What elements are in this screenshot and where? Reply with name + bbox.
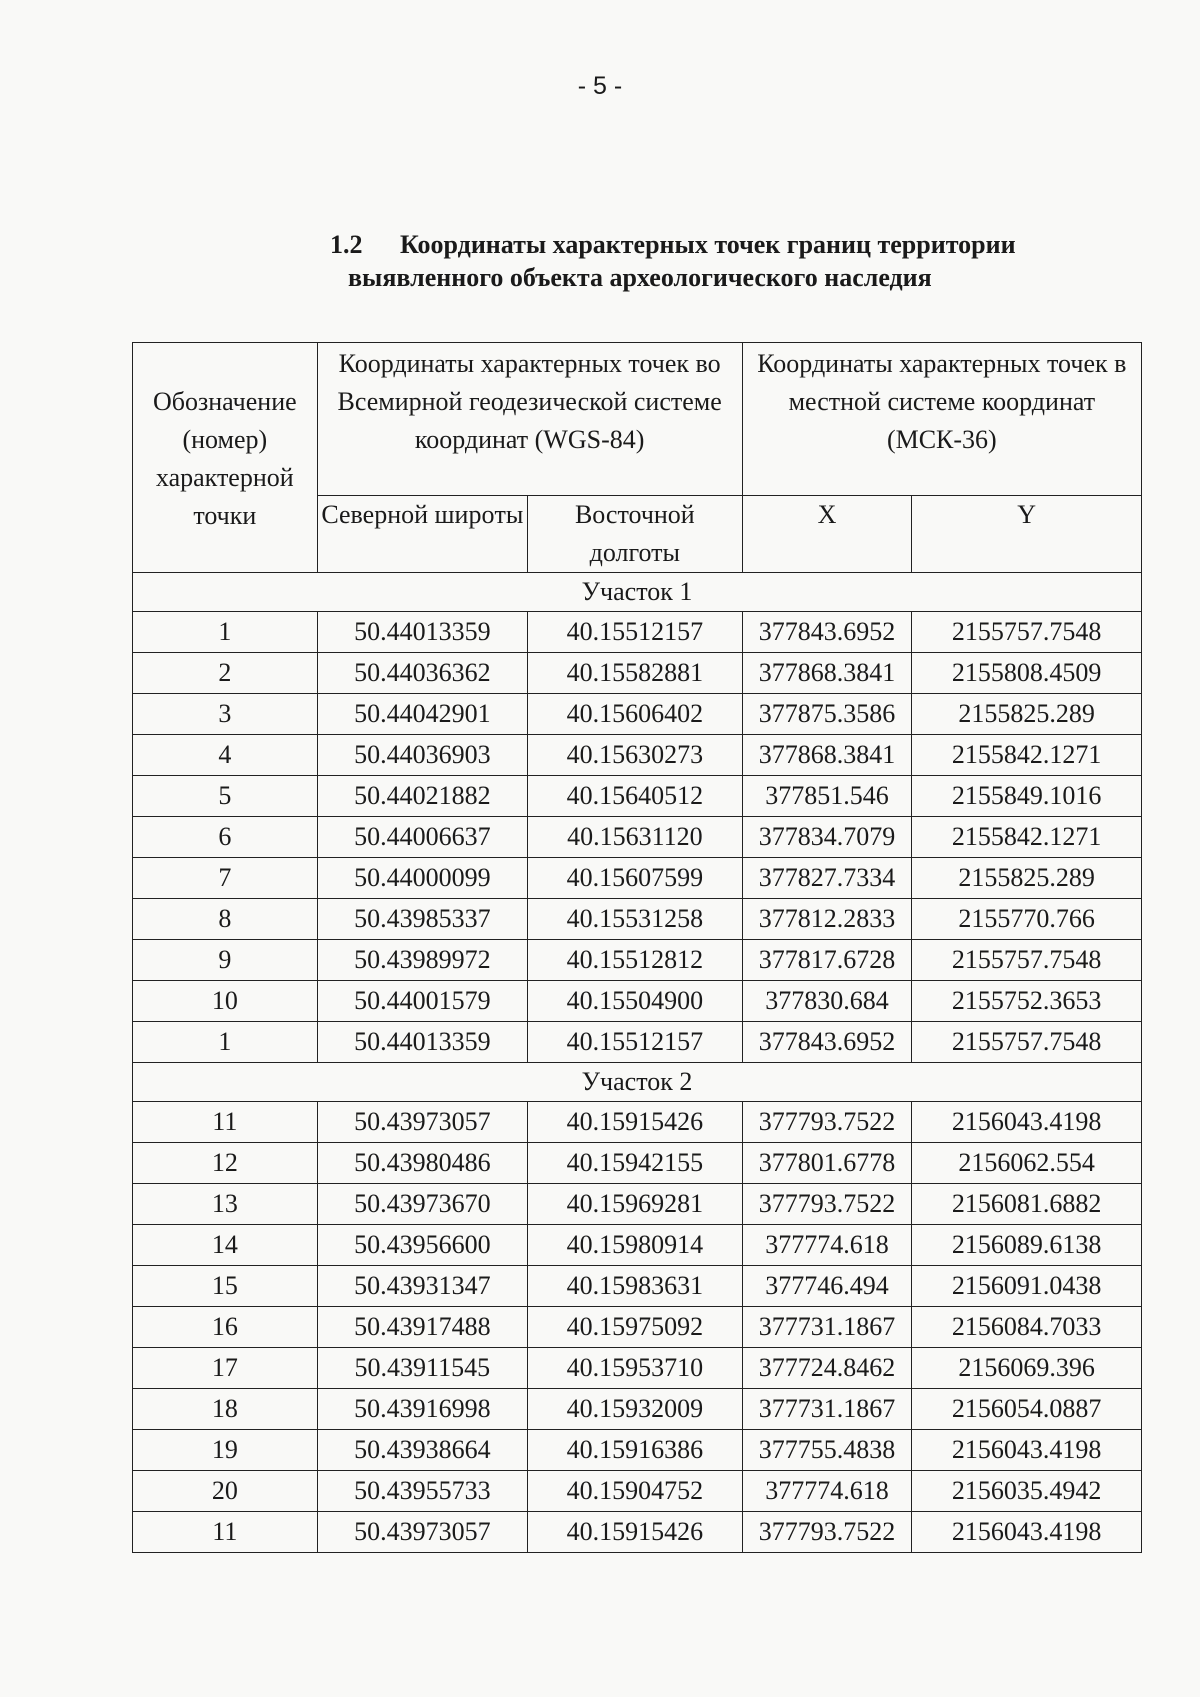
- table-row: [133, 1266, 1142, 1307]
- cell-y: 2156084.7033: [912, 1307, 1142, 1348]
- table-row: [133, 1430, 1142, 1471]
- table-row: [133, 817, 1142, 858]
- cell-y: 2156035.4942: [912, 1471, 1142, 1512]
- coordinates-table: [132, 342, 1142, 1553]
- cell-x: 377843.6952: [742, 1022, 912, 1063]
- cell-x: 377851.546: [742, 776, 912, 817]
- table-row: [133, 1307, 1142, 1348]
- cell-longitude: 40.15953710: [528, 1348, 743, 1389]
- cell-point-id: 11: [133, 1512, 318, 1553]
- cell-latitude: 50.43938664: [317, 1430, 527, 1471]
- cell-y: 2156069.396: [912, 1348, 1142, 1389]
- table-row: [133, 694, 1142, 735]
- section-title-line2: выявленного объекта археологического наследия: [348, 263, 932, 292]
- cell-x: 377793.7522: [742, 1102, 912, 1143]
- cell-point-id: 11: [133, 1102, 318, 1143]
- cell-latitude: 50.43973670: [317, 1184, 527, 1225]
- cell-point-id: 12: [133, 1143, 318, 1184]
- cell-x: 377830.684: [742, 981, 912, 1022]
- cell-x: 377793.7522: [742, 1184, 912, 1225]
- header-wgs84: Координаты характерных точек во Всемирной геодезической системе координат (WGS-84): [317, 343, 742, 496]
- cell-latitude: 50.43973057: [317, 1512, 527, 1553]
- section-heading: [330, 228, 1150, 294]
- table-row: [133, 940, 1142, 981]
- cell-y: 2155752.3653: [912, 981, 1142, 1022]
- cell-x: 377774.618: [742, 1471, 912, 1512]
- cell-point-id: 7: [133, 858, 318, 899]
- table-row: [133, 1389, 1142, 1430]
- cell-y: 2155849.1016: [912, 776, 1142, 817]
- cell-x: 377868.3841: [742, 735, 912, 776]
- cell-y: 2155825.289: [912, 694, 1142, 735]
- cell-latitude: 50.44013359: [317, 1022, 527, 1063]
- table-row: [133, 1348, 1142, 1389]
- cell-point-id: 6: [133, 817, 318, 858]
- table-row: [133, 858, 1142, 899]
- table-row: [133, 612, 1142, 653]
- cell-latitude: 50.43916998: [317, 1389, 527, 1430]
- cell-longitude: 40.15606402: [528, 694, 743, 735]
- table-row: [133, 776, 1142, 817]
- cell-latitude: 50.43931347: [317, 1266, 527, 1307]
- cell-longitude: 40.15640512: [528, 776, 743, 817]
- cell-x: 377868.3841: [742, 653, 912, 694]
- cell-y: 2155757.7548: [912, 612, 1142, 653]
- cell-latitude: 50.43917488: [317, 1307, 527, 1348]
- table-row: [133, 1184, 1142, 1225]
- section-title: Участок 2: [133, 1063, 1142, 1102]
- cell-longitude: 40.15582881: [528, 653, 743, 694]
- cell-longitude: 40.15932009: [528, 1389, 743, 1430]
- cell-y: 2156089.6138: [912, 1225, 1142, 1266]
- cell-point-id: 2: [133, 653, 318, 694]
- cell-longitude: 40.15504900: [528, 981, 743, 1022]
- cell-point-id: 9: [133, 940, 318, 981]
- cell-point-id: 8: [133, 899, 318, 940]
- table-row: [133, 653, 1142, 694]
- cell-latitude: 50.44006637: [317, 817, 527, 858]
- cell-longitude: 40.15512812: [528, 940, 743, 981]
- section-number: 1.2: [330, 230, 363, 259]
- section-title-line1: Координаты характерных точек границ территории: [400, 230, 1016, 259]
- header-latitude: Северной ширoты: [317, 496, 527, 573]
- cell-x: 377827.7334: [742, 858, 912, 899]
- cell-latitude: 50.43985337: [317, 899, 527, 940]
- cell-x: 377746.494: [742, 1266, 912, 1307]
- cell-longitude: 40.15630273: [528, 735, 743, 776]
- cell-point-id: 10: [133, 981, 318, 1022]
- page-number: - 5 -: [577, 72, 623, 100]
- cell-x: 377774.618: [742, 1225, 912, 1266]
- cell-x: 377731.1867: [742, 1389, 912, 1430]
- cell-y: 2156043.4198: [912, 1512, 1142, 1553]
- cell-x: 377801.6778: [742, 1143, 912, 1184]
- cell-longitude: 40.15512157: [528, 612, 743, 653]
- cell-y: 2155808.4509: [912, 653, 1142, 694]
- cell-longitude: 40.15969281: [528, 1184, 743, 1225]
- cell-x: 377812.2833: [742, 899, 912, 940]
- cell-longitude: 40.15512157: [528, 1022, 743, 1063]
- cell-point-id: 15: [133, 1266, 318, 1307]
- table-row: [133, 1143, 1142, 1184]
- cell-longitude: 40.15915426: [528, 1512, 743, 1553]
- cell-y: 2156043.4198: [912, 1102, 1142, 1143]
- cell-latitude: 50.44001579: [317, 981, 527, 1022]
- cell-latitude: 50.43973057: [317, 1102, 527, 1143]
- cell-latitude: 50.43980486: [317, 1143, 527, 1184]
- header-row-main: [133, 343, 1142, 496]
- cell-point-id: 17: [133, 1348, 318, 1389]
- cell-point-id: 1: [133, 1022, 318, 1063]
- section-row: [133, 573, 1142, 612]
- cell-y: 2155842.1271: [912, 817, 1142, 858]
- cell-latitude: 50.44036362: [317, 653, 527, 694]
- cell-point-id: 16: [133, 1307, 318, 1348]
- cell-y: 2155757.7548: [912, 940, 1142, 981]
- cell-longitude: 40.15916386: [528, 1430, 743, 1471]
- cell-latitude: 50.44021882: [317, 776, 527, 817]
- cell-x: 377793.7522: [742, 1512, 912, 1553]
- header-y: Y: [912, 496, 1142, 573]
- cell-y: 2156054.0887: [912, 1389, 1142, 1430]
- cell-x: 377875.3586: [742, 694, 912, 735]
- cell-x: 377755.4838: [742, 1430, 912, 1471]
- cell-point-id: 5: [133, 776, 318, 817]
- section-title: Участок 1: [133, 573, 1142, 612]
- section-row: [133, 1063, 1142, 1102]
- cell-x: 377817.6728: [742, 940, 912, 981]
- cell-longitude: 40.15942155: [528, 1143, 743, 1184]
- header-msk36: Координаты характерных точек в местной системе координат (МСК-36): [742, 343, 1141, 496]
- cell-point-id: 1: [133, 612, 318, 653]
- cell-longitude: 40.15975092: [528, 1307, 743, 1348]
- cell-longitude: 40.15915426: [528, 1102, 743, 1143]
- cell-longitude: 40.15904752: [528, 1471, 743, 1512]
- cell-longitude: 40.15531258: [528, 899, 743, 940]
- cell-latitude: 50.44042901: [317, 694, 527, 735]
- table-row: [133, 1512, 1142, 1553]
- cell-longitude: 40.15607599: [528, 858, 743, 899]
- cell-point-id: 20: [133, 1471, 318, 1512]
- table-row: [133, 1102, 1142, 1143]
- cell-point-id: 18: [133, 1389, 318, 1430]
- cell-y: 2156081.6882: [912, 1184, 1142, 1225]
- cell-latitude: 50.43911545: [317, 1348, 527, 1389]
- cell-point-id: 14: [133, 1225, 318, 1266]
- table-row: [133, 981, 1142, 1022]
- cell-y: 2155757.7548: [912, 1022, 1142, 1063]
- cell-y: 2155825.289: [912, 858, 1142, 899]
- table-row: [133, 1022, 1142, 1063]
- cell-y: 2156091.0438: [912, 1266, 1142, 1307]
- cell-point-id: 4: [133, 735, 318, 776]
- cell-point-id: 19: [133, 1430, 318, 1471]
- table-row: [133, 899, 1142, 940]
- cell-y: 2156043.4198: [912, 1430, 1142, 1471]
- cell-latitude: 50.43989972: [317, 940, 527, 981]
- cell-y: 2155770.766: [912, 899, 1142, 940]
- cell-point-id: 13: [133, 1184, 318, 1225]
- table-row: [133, 1471, 1142, 1512]
- header-longitude: Восточной долготы: [528, 496, 743, 573]
- cell-latitude: 50.44013359: [317, 612, 527, 653]
- cell-longitude: 40.15980914: [528, 1225, 743, 1266]
- cell-longitude: 40.15631120: [528, 817, 743, 858]
- header-point-id: Обозначение (номер) характерной точки: [133, 343, 318, 573]
- cell-x: 377843.6952: [742, 612, 912, 653]
- cell-x: 377724.8462: [742, 1348, 912, 1389]
- cell-x: 377731.1867: [742, 1307, 912, 1348]
- cell-longitude: 40.15983631: [528, 1266, 743, 1307]
- cell-latitude: 50.44036903: [317, 735, 527, 776]
- cell-y: 2155842.1271: [912, 735, 1142, 776]
- cell-latitude: 50.44000099: [317, 858, 527, 899]
- header-x: X: [742, 496, 912, 573]
- cell-latitude: 50.43956600: [317, 1225, 527, 1266]
- table-row: [133, 735, 1142, 776]
- table-row: [133, 1225, 1142, 1266]
- cell-x: 377834.7079: [742, 817, 912, 858]
- cell-point-id: 3: [133, 694, 318, 735]
- cell-y: 2156062.554: [912, 1143, 1142, 1184]
- cell-latitude: 50.43955733: [317, 1471, 527, 1512]
